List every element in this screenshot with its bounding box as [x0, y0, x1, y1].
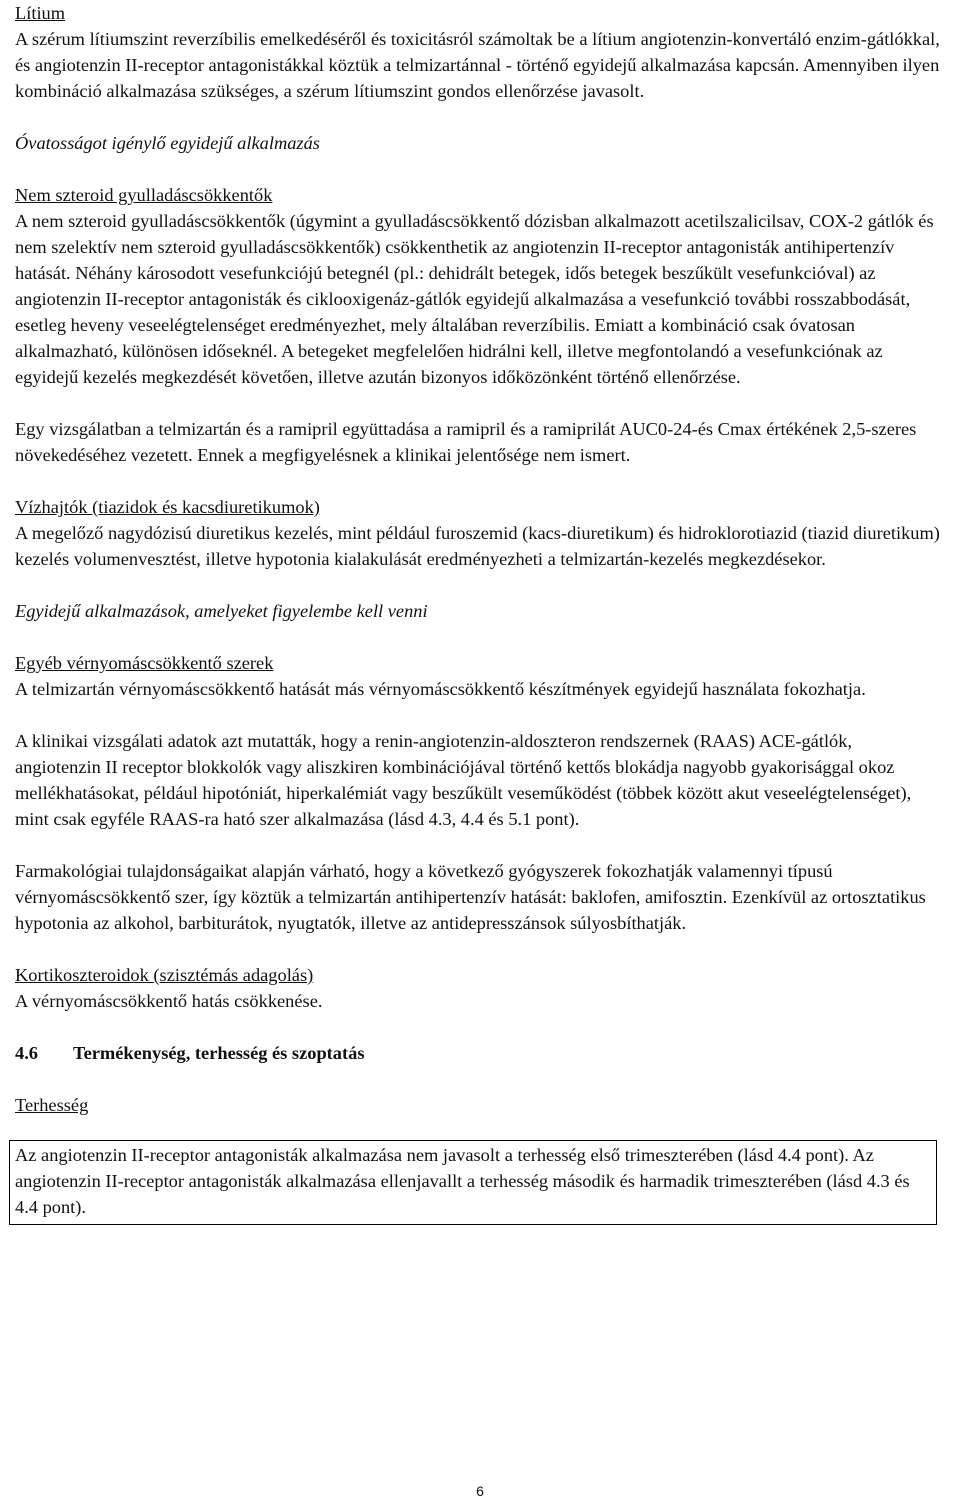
heading-kortiko: Kortikoszteroidok (szisztémás adagolás) — [15, 965, 314, 985]
paragraph-terhesseg: Az angiotenzin II-receptor antagonisták alkalmazása nem javasolt a terhesség első trimeszterében (lásd 4.4 pont). Az angiotenzin II-receptor antagonisták alkalmazása ellenjavallt a terhesség második és harmadik trimeszterében (lásd 4.3 és 4.4 pont). — [15, 1145, 910, 1217]
paragraph-kortiko: A vérnyomáscsökkentő hatás csökkenése. — [15, 991, 323, 1011]
heading-egyeb: Egyéb vérnyomáscsökkentő szerek — [15, 653, 274, 673]
paragraph-farmakologiai: Farmakológiai tulajdonságaikat alapján várható, hogy a következő gyógyszerek fokozhatják valamennyi típusú vérnyomáscsökkentő szer, így köztük a telmizartán antihipertenzív hatását: baklofen, amifosztin. Ezenkívül az ortosztatikus hypotonia az alkohol, barbiturátok, nyugtatók, illetve az antidepresszánsok súlyosbíthatják. — [15, 861, 926, 933]
section-heading-4-6 — [15, 1040, 940, 1066]
heading-nsaid: Nem szteroid gyulladáscsökkentők — [15, 185, 273, 205]
section-title: Termékenység, terhesség és szoptatás — [73, 1043, 365, 1063]
heading-terhesseg: Terhesség — [15, 1095, 89, 1115]
paragraph-egyeb: A telmizartán vérnyomáscsökkentő hatását más vérnyomáscsökkentő készítmények egyidejű használata fokozhatja. — [15, 679, 866, 699]
heading-litium: Lítium — [15, 3, 66, 23]
paragraph-nsaid: A nem szteroid gyulladáscsökkentők (úgymint a gyulladáscsökkentő dózisban alkalmazott acetilszalicilsav, COX-2 gátlók és nem szelektív nem szteroid gyulladáscsökkentők) csökkenthetik az angiotenzin II-receptor antagonisták antihipertenzív hatását. Néhány károsodott vesefunkciójú betegnél (pl.: dehidrált betegek, idős betegek beszűkült vesefunkcióval) az angiotenzin II-receptor antagonisták és ciklooxigenáz-gátlók egyidejű alkalmazása a vesefunkció további rosszabbodását, esetleg heveny veseelégtelenséget eredményezhet, mely általában reverzíbilis. Emiatt a kombináció csak óvatosan alkalmazható, különösen időseknél. A betegeket megfelelően hidrálni kell, illetve megfontolandó a vesefunkciónak az egyidejű kezelés megkezdését követően, illetve azután bizonyos időközönként történő ellenőrzése. — [15, 211, 934, 387]
paragraph-raas: A klinikai vizsgálati adatok azt mutatták, hogy a renin-angiotenzin-aldoszteron rendszernek (RAAS) ACE-gátlók, angiotenzin II receptor blokkolók vagy aliszkiren kombinációjával történő kettős blokádja nagyobb gyakorisággal okoz mellékhatásokat, például hipotóniát, hiperkalémiát vagy beszűkült veseműködést (többek között akut veseelégtelenséget), mint csak egyféle RAAS-ra ható szer alkalmazása (lásd 4.3, 4.4 és 5.1 pont). — [15, 731, 912, 829]
boxed-warning — [9, 1140, 937, 1225]
paragraph-litium: A szérum lítiumszint reverzíbilis emelkedéséről és toxicitásról számoltak be a lítium angiotenzin-konvertáló enzim-gátlókkal, és angiotenzin II-receptor antagonistákkal köztük a telmizartánnal - történő egyidejű alkalmazása kapcsán. Amennyiben ilyen kombináció alkalmazása szükséges, a szérum lítiumszint gondos ellenőrzése javasolt. — [15, 29, 940, 101]
paragraph-vizhajtok: A megelőző nagydózisú diuretikus kezelés, mint például furoszemid (kacs-diuretikum) és hidroklorotiazid (tiazid diuretikum) kezelés volumenvesztést, illetve hypotonia kialakulását eredményezheti a telmizartán-kezelés megkezdésekor. — [15, 523, 940, 569]
heading-figyelembe: Egyidejű alkalmazások, amelyeket figyelembe kell venni — [15, 601, 428, 621]
paragraph-ramipril: Egy vizsgálatban a telmizartán és a ramipril együttadása a ramipril és a ramiprilát AUC0-24-és Cmax értékének 2,5-szeres növekedéséhez vezetett. Ennek a megfigyelésnek a klinikai jelentősége nem ismert. — [15, 419, 917, 465]
heading-ovatossag: Óvatosságot igénylő egyidejű alkalmazás — [15, 133, 320, 153]
document-page — [15, 0, 940, 1225]
section-number: 4.6 — [15, 1043, 38, 1063]
page-number: 6 — [476, 1483, 484, 1499]
heading-vizhajtok: Vízhajtók (tiazidok és kacsdiuretikumok) — [15, 497, 320, 517]
